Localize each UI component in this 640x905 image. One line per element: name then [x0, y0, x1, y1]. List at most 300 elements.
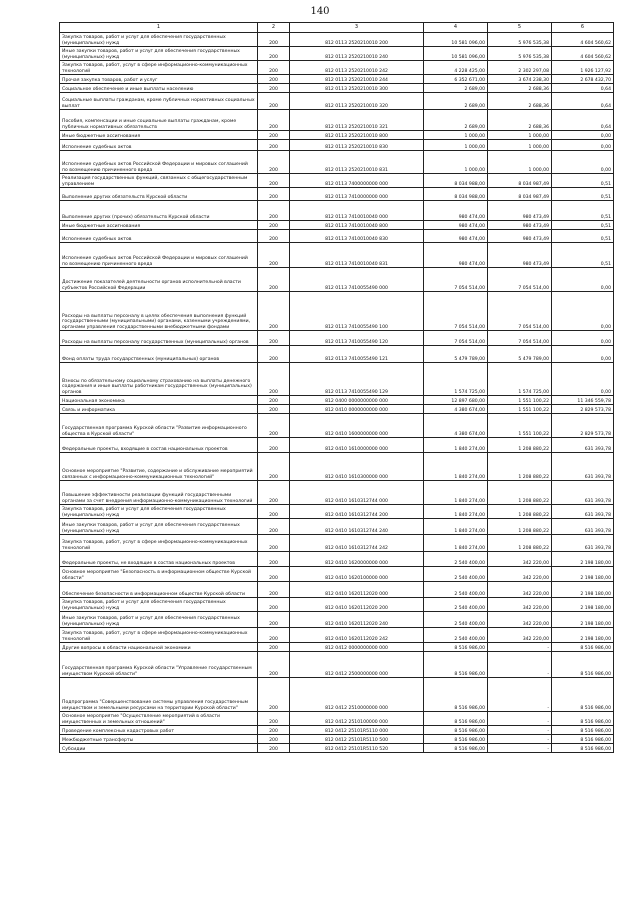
- header-cell: 1: [60, 23, 258, 33]
- header-cell: 5: [488, 23, 552, 33]
- row-name-cell: Социальные выплаты гражданам, кроме публичных нормативных социальных выплат: [60, 93, 258, 110]
- table-row: [60, 712, 614, 726]
- table-row: [60, 110, 614, 131]
- row-classification-code-cell: 812 0410 1620112020 242: [290, 628, 424, 643]
- row-executed-amount-cell: 342 220,00: [488, 567, 552, 582]
- row-name-cell: Расходы на выплаты персоналу государственных (муниципальных) органов: [60, 331, 258, 346]
- row-classification-code-cell: 812 0113 2520210010 240: [290, 47, 424, 61]
- row-executed-amount-cell: -: [488, 652, 552, 678]
- row-unexecuted-amount-cell: 631 393,78: [552, 481, 614, 505]
- row-executed-amount-cell: 5 976 535,38: [488, 33, 552, 47]
- row-approved-amount-cell: 1 840 274,00: [424, 438, 488, 453]
- row-code-cell: 200: [258, 519, 290, 535]
- row-classification-code-cell: 812 0410 1610312744 242: [290, 535, 424, 552]
- row-approved-amount-cell: 2 540 400,00: [424, 582, 488, 598]
- row-classification-code-cell: 812 0410 1620112020 200: [290, 598, 424, 612]
- row-approved-amount-cell: 8 516 986,00: [424, 643, 488, 652]
- row-code-cell: 200: [258, 535, 290, 552]
- row-unexecuted-amount-cell: 11 346 559,78: [552, 396, 614, 405]
- row-approved-amount-cell: 2 540 400,00: [424, 552, 488, 567]
- row-name-cell: Основное мероприятие "Безопасность в информационном обществе Курской области": [60, 567, 258, 582]
- row-approved-amount-cell: 8 034 988,00: [424, 188, 488, 201]
- row-code-cell: 200: [258, 744, 290, 753]
- row-executed-amount-cell: 1 551 100,22: [488, 396, 552, 405]
- row-name-cell: Взносы по обязательному социальному страхованию на выплаты денежного содержания и иные выплаты работникам государственных (муниципальных) органов: [60, 363, 258, 396]
- row-executed-amount-cell: 1 000,00: [488, 151, 552, 174]
- row-approved-amount-cell: 4 380 674,00: [424, 405, 488, 414]
- row-unexecuted-amount-cell: 0,64: [552, 110, 614, 131]
- row-classification-code-cell: 812 0410 1620000000 000: [290, 552, 424, 567]
- row-approved-amount-cell: 1 000,00: [424, 151, 488, 174]
- row-name-cell: Субсидии: [60, 744, 258, 753]
- row-approved-amount-cell: 4 380 674,00: [424, 414, 488, 438]
- row-code-cell: 200: [258, 453, 290, 481]
- table-row: [60, 131, 614, 140]
- row-name-cell: Закупка товаров, работ и услуг для обеспечения государственных (муниципальных) нужд: [60, 33, 258, 47]
- row-name-cell: Достижение показателей деятельности органов исполнительной власти субъектов Российской Федерации: [60, 268, 258, 292]
- row-approved-amount-cell: 10 581 096,00: [424, 47, 488, 61]
- row-executed-amount-cell: 980 473,49: [488, 230, 552, 243]
- row-name-cell: Закупка товаров, работ, услуг в сфере информационно-коммуникационных технологий: [60, 628, 258, 643]
- table-row: [60, 582, 614, 598]
- row-executed-amount-cell: -: [488, 744, 552, 753]
- row-code-cell: 200: [258, 396, 290, 405]
- row-code-cell: 200: [258, 414, 290, 438]
- row-classification-code-cell: 812 0113 7410055490 100: [290, 292, 424, 331]
- row-unexecuted-amount-cell: 0,00: [552, 363, 614, 396]
- row-unexecuted-amount-cell: 8 516 986,00: [552, 744, 614, 753]
- row-approved-amount-cell: 1 840 274,00: [424, 535, 488, 552]
- row-classification-code-cell: 812 0410 1620112020 000: [290, 582, 424, 598]
- header-cell: 3: [290, 23, 424, 33]
- row-executed-amount-cell: 1 000,00: [488, 140, 552, 151]
- row-classification-code-cell: 812 0113 7410055490 121: [290, 346, 424, 363]
- row-executed-amount-cell: 5 479 789,00: [488, 346, 552, 363]
- table-row: [60, 346, 614, 363]
- row-executed-amount-cell: 8 034 987,49: [488, 188, 552, 201]
- table-row: [60, 93, 614, 110]
- row-approved-amount-cell: 8 516 986,00: [424, 712, 488, 726]
- table-row: [60, 243, 614, 268]
- row-unexecuted-amount-cell: 8 516 986,00: [552, 652, 614, 678]
- row-name-cell: Основное мероприятие "Развитие, содержание и обслуживание мероприятий связанных с информационно-коммуникационных технологий": [60, 453, 258, 481]
- table-row: [60, 84, 614, 93]
- row-code-cell: 200: [258, 346, 290, 363]
- row-classification-code-cell: 812 0410 0000000000 000: [290, 405, 424, 414]
- row-classification-code-cell: 812 0410 1600000000 000: [290, 414, 424, 438]
- table-row: [60, 230, 614, 243]
- row-approved-amount-cell: 8 516 986,00: [424, 678, 488, 712]
- row-name-cell: Подпрограмма "Совершенствование системы управления государственным имуществом и земельными ресурсами на территории Курской области": [60, 678, 258, 712]
- row-unexecuted-amount-cell: 1 926 127,92: [552, 61, 614, 75]
- row-classification-code-cell: 812 0410 1620112020 240: [290, 612, 424, 628]
- row-unexecuted-amount-cell: 2 198 180,00: [552, 598, 614, 612]
- row-code-cell: 200: [258, 643, 290, 652]
- row-code-cell: 200: [258, 712, 290, 726]
- row-name-cell: Обеспечение безопасности в информационном обществе Курской области: [60, 582, 258, 598]
- row-classification-code-cell: 812 0113 7410055490 120: [290, 331, 424, 346]
- row-classification-code-cell: 812 0113 2520210010 244: [290, 75, 424, 84]
- row-name-cell: Исполнение судебных актов: [60, 140, 258, 151]
- row-name-cell: Социальное обеспечение и иные выплаты населению: [60, 84, 258, 93]
- row-name-cell: Связь и информатика: [60, 405, 258, 414]
- row-unexecuted-amount-cell: 8 516 986,00: [552, 678, 614, 712]
- row-name-cell: Фонд оплаты труда государственных (муниципальных) органов: [60, 346, 258, 363]
- row-classification-code-cell: 812 0410 1610312744 200: [290, 505, 424, 519]
- row-approved-amount-cell: 4 228 425,00: [424, 61, 488, 75]
- table-row: [60, 519, 614, 535]
- row-unexecuted-amount-cell: 0,51: [552, 201, 614, 221]
- table-row: [60, 628, 614, 643]
- row-code-cell: 200: [258, 84, 290, 93]
- row-executed-amount-cell: 1 208 880,22: [488, 519, 552, 535]
- row-classification-code-cell: 812 0412 2500000000 000: [290, 652, 424, 678]
- table-row: [60, 140, 614, 151]
- table-row: [60, 598, 614, 612]
- row-executed-amount-cell: 1 208 880,22: [488, 453, 552, 481]
- row-executed-amount-cell: 1 208 880,22: [488, 438, 552, 453]
- row-code-cell: 200: [258, 552, 290, 567]
- row-unexecuted-amount-cell: 0,64: [552, 93, 614, 110]
- budget-table: [59, 22, 614, 753]
- row-code-cell: 200: [258, 33, 290, 47]
- row-approved-amount-cell: 10 581 096,00: [424, 33, 488, 47]
- row-approved-amount-cell: 7 054 514,00: [424, 268, 488, 292]
- row-executed-amount-cell: 342 220,00: [488, 552, 552, 567]
- row-name-cell: Реализация государственных функций, связанных с общегосударственным управлением: [60, 174, 258, 188]
- row-unexecuted-amount-cell: 2 678 432,70: [552, 75, 614, 84]
- row-unexecuted-amount-cell: 2 198 180,00: [552, 582, 614, 598]
- row-code-cell: 200: [258, 481, 290, 505]
- row-unexecuted-amount-cell: 4 604 560,62: [552, 47, 614, 61]
- row-executed-amount-cell: 1 551 100,22: [488, 414, 552, 438]
- row-executed-amount-cell: 7 054 514,00: [488, 331, 552, 346]
- row-name-cell: Расходы на выплаты персоналу в целях обеспечения выполнения функций государственными (муниципальными) органами, казенными учреждениями, органами управления государственными внебюджетными фондами: [60, 292, 258, 331]
- row-approved-amount-cell: 5 479 789,00: [424, 346, 488, 363]
- row-name-cell: Исполнение судебных актов Российской Федерации и мировых соглашений по возмещению причиненного вреда: [60, 243, 258, 268]
- row-executed-amount-cell: -: [488, 726, 552, 735]
- table-row: [60, 174, 614, 188]
- row-executed-amount-cell: 1 551 100,22: [488, 405, 552, 414]
- row-unexecuted-amount-cell: 631 393,78: [552, 505, 614, 519]
- row-approved-amount-cell: 8 516 986,00: [424, 726, 488, 735]
- row-name-cell: Государственная программа Курской области "Управление государственным имуществом Курской области": [60, 652, 258, 678]
- table-row: [60, 61, 614, 75]
- row-approved-amount-cell: 2 689,00: [424, 110, 488, 131]
- row-unexecuted-amount-cell: 0,00: [552, 140, 614, 151]
- row-code-cell: 200: [258, 201, 290, 221]
- row-approved-amount-cell: 8 034 988,00: [424, 174, 488, 188]
- row-classification-code-cell: 812 0113 7410055490 129: [290, 363, 424, 396]
- row-name-cell: Национальная экономика: [60, 396, 258, 405]
- row-executed-amount-cell: 7 054 514,00: [488, 268, 552, 292]
- row-name-cell: Межбюджетные трансферты: [60, 735, 258, 744]
- row-unexecuted-amount-cell: 0,00: [552, 151, 614, 174]
- row-approved-amount-cell: 1 840 274,00: [424, 519, 488, 535]
- table-row: [60, 535, 614, 552]
- row-classification-code-cell: 812 0113 2520210010 800: [290, 131, 424, 140]
- row-unexecuted-amount-cell: 8 516 986,00: [552, 735, 614, 744]
- row-classification-code-cell: 812 0113 2520210010 300: [290, 84, 424, 93]
- row-unexecuted-amount-cell: 0,51: [552, 243, 614, 268]
- row-classification-code-cell: 812 0113 2520210010 320: [290, 93, 424, 110]
- row-code-cell: 200: [258, 61, 290, 75]
- row-classification-code-cell: 812 0400 0000000000 000: [290, 396, 424, 405]
- row-code-cell: 200: [258, 652, 290, 678]
- row-code-cell: 200: [258, 505, 290, 519]
- row-unexecuted-amount-cell: 8 516 986,00: [552, 643, 614, 652]
- row-code-cell: 200: [258, 405, 290, 414]
- row-unexecuted-amount-cell: 0,51: [552, 188, 614, 201]
- row-executed-amount-cell: 1 000,00: [488, 131, 552, 140]
- row-code-cell: 200: [258, 47, 290, 61]
- row-classification-code-cell: 812 0113 7410010040 800: [290, 221, 424, 230]
- row-executed-amount-cell: 1 208 880,22: [488, 481, 552, 505]
- row-classification-code-cell: 812 0113 2520210010 831: [290, 151, 424, 174]
- row-name-cell: Закупка товаров, работ и услуг для обеспечения государственных (муниципальных) нужд: [60, 505, 258, 519]
- row-code-cell: 200: [258, 438, 290, 453]
- table-header-row: [60, 23, 614, 33]
- row-classification-code-cell: 812 0412 2510100000 000: [290, 712, 424, 726]
- row-approved-amount-cell: 1 000,00: [424, 140, 488, 151]
- row-code-cell: 200: [258, 598, 290, 612]
- row-name-cell: Исполнение судебных актов Российской Федерации и мировых соглашений по возмещению причиненного вреда: [60, 151, 258, 174]
- table-row: [60, 363, 614, 396]
- row-classification-code-cell: 812 0113 2520210010 830: [290, 140, 424, 151]
- table-row: [60, 453, 614, 481]
- row-approved-amount-cell: 2 689,00: [424, 84, 488, 93]
- row-executed-amount-cell: -: [488, 735, 552, 744]
- row-unexecuted-amount-cell: 0,00: [552, 131, 614, 140]
- table-row: [60, 643, 614, 652]
- row-name-cell: Иные закупки товаров, работ и услуг для обеспечения государственных (муниципальных) нужд: [60, 47, 258, 61]
- row-code-cell: 200: [258, 268, 290, 292]
- row-name-cell: Закупка товаров, работ, услуг в сфере информационно-коммуникационных технологий: [60, 535, 258, 552]
- row-classification-code-cell: 812 0412 25101R5110 000: [290, 726, 424, 735]
- row-approved-amount-cell: 980 474,00: [424, 243, 488, 268]
- row-executed-amount-cell: 342 220,00: [488, 612, 552, 628]
- row-code-cell: 200: [258, 726, 290, 735]
- row-executed-amount-cell: -: [488, 643, 552, 652]
- row-executed-amount-cell: 980 473,49: [488, 201, 552, 221]
- row-approved-amount-cell: 1 840 274,00: [424, 481, 488, 505]
- row-name-cell: Государственная программа Курской области "Развитие информационного общества в Курской области": [60, 414, 258, 438]
- row-name-cell: Повышение эффективности реализации функций государственными органами за счет внедрения информационно-коммуникационных технологий: [60, 481, 258, 505]
- row-classification-code-cell: 812 0113 7410000000 000: [290, 188, 424, 201]
- row-name-cell: Другие вопросы в области национальной экономики: [60, 643, 258, 652]
- row-unexecuted-amount-cell: 2 829 573,78: [552, 405, 614, 414]
- row-classification-code-cell: 812 0410 1610300000 000: [290, 453, 424, 481]
- row-executed-amount-cell: 342 220,00: [488, 598, 552, 612]
- row-unexecuted-amount-cell: 631 393,78: [552, 453, 614, 481]
- row-executed-amount-cell: -: [488, 712, 552, 726]
- row-executed-amount-cell: 980 473,49: [488, 221, 552, 230]
- table-row: [60, 151, 614, 174]
- row-code-cell: 200: [258, 582, 290, 598]
- row-classification-code-cell: 812 0410 1620100000 000: [290, 567, 424, 582]
- row-classification-code-cell: 812 0113 2520210010 200: [290, 33, 424, 47]
- row-unexecuted-amount-cell: 631 393,78: [552, 438, 614, 453]
- row-unexecuted-amount-cell: 0,00: [552, 331, 614, 346]
- row-classification-code-cell: 812 0410 1610312744 240: [290, 519, 424, 535]
- row-classification-code-cell: 812 0412 25101R5110 500: [290, 735, 424, 744]
- table-row: [60, 552, 614, 567]
- table-row: [60, 612, 614, 628]
- row-name-cell: Основное мероприятие "Осуществление мероприятий в области имущественных и земельных отношений": [60, 712, 258, 726]
- table-row: [60, 744, 614, 753]
- row-unexecuted-amount-cell: 0,00: [552, 268, 614, 292]
- table-row: [60, 331, 614, 346]
- row-executed-amount-cell: 1 574 725,00: [488, 363, 552, 396]
- row-unexecuted-amount-cell: 2 829 573,78: [552, 414, 614, 438]
- row-code-cell: 200: [258, 151, 290, 174]
- table-row: [60, 201, 614, 221]
- table-row: [60, 268, 614, 292]
- row-name-cell: Закупка товаров, работ, услуг в сфере информационно-коммуникационных технологий: [60, 61, 258, 75]
- row-code-cell: 200: [258, 221, 290, 230]
- row-approved-amount-cell: 2 540 400,00: [424, 598, 488, 612]
- row-code-cell: 200: [258, 363, 290, 396]
- row-classification-code-cell: 812 0113 2520210010 242: [290, 61, 424, 75]
- row-name-cell: Выполнение других обязательств Курской области: [60, 188, 258, 201]
- header-cell: 6: [552, 23, 614, 33]
- row-executed-amount-cell: 2 688,36: [488, 110, 552, 131]
- row-executed-amount-cell: 342 220,00: [488, 628, 552, 643]
- row-code-cell: 200: [258, 678, 290, 712]
- header-cell: 2: [258, 23, 290, 33]
- row-approved-amount-cell: 12 897 680,00: [424, 396, 488, 405]
- row-approved-amount-cell: 6 352 671,00: [424, 75, 488, 84]
- row-name-cell: Иные закупки товаров, работ и услуг для обеспечения государственных (муниципальных) нужд: [60, 519, 258, 535]
- table-row: [60, 481, 614, 505]
- row-executed-amount-cell: 7 054 514,00: [488, 292, 552, 331]
- row-code-cell: 200: [258, 292, 290, 331]
- table-row: [60, 221, 614, 230]
- table-row: [60, 292, 614, 331]
- row-unexecuted-amount-cell: 631 393,78: [552, 519, 614, 535]
- row-approved-amount-cell: 8 516 986,00: [424, 744, 488, 753]
- row-code-cell: 200: [258, 110, 290, 131]
- table-row: [60, 396, 614, 405]
- row-executed-amount-cell: 3 674 238,30: [488, 75, 552, 84]
- row-unexecuted-amount-cell: 8 516 986,00: [552, 712, 614, 726]
- row-approved-amount-cell: 2 540 400,00: [424, 612, 488, 628]
- row-code-cell: 200: [258, 230, 290, 243]
- row-name-cell: Федеральные проекты, входящие в состав национальных проектов: [60, 438, 258, 453]
- row-name-cell: Федеральные проекты, не входящие в состав национальных проектов: [60, 552, 258, 567]
- row-approved-amount-cell: 2 689,00: [424, 93, 488, 110]
- table-row: [60, 414, 614, 438]
- row-approved-amount-cell: 980 474,00: [424, 221, 488, 230]
- row-name-cell: Иные закупки товаров, работ и услуг для обеспечения государственных (муниципальных) нужд: [60, 612, 258, 628]
- row-unexecuted-amount-cell: 2 198 180,00: [552, 612, 614, 628]
- table-row: [60, 47, 614, 61]
- row-executed-amount-cell: 2 302 297,08: [488, 61, 552, 75]
- row-name-cell: Иные бюджетные ассигнования: [60, 221, 258, 230]
- row-executed-amount-cell: 342 220,00: [488, 582, 552, 598]
- table-row: [60, 567, 614, 582]
- row-classification-code-cell: 812 0412 0000000000 000: [290, 643, 424, 652]
- row-name-cell: Прочая закупка товаров, работ и услуг: [60, 75, 258, 84]
- table-row: [60, 678, 614, 712]
- row-code-cell: 200: [258, 131, 290, 140]
- table-row: [60, 652, 614, 678]
- row-classification-code-cell: 812 0410 1610312744 000: [290, 481, 424, 505]
- row-executed-amount-cell: 8 034 987,49: [488, 174, 552, 188]
- row-approved-amount-cell: 1 840 274,00: [424, 505, 488, 519]
- row-code-cell: 200: [258, 75, 290, 84]
- table-row: [60, 188, 614, 201]
- table-row: [60, 405, 614, 414]
- row-unexecuted-amount-cell: 0,51: [552, 221, 614, 230]
- row-classification-code-cell: 812 0113 7410010040 830: [290, 230, 424, 243]
- row-unexecuted-amount-cell: 0,51: [552, 230, 614, 243]
- row-unexecuted-amount-cell: 0,64: [552, 84, 614, 93]
- row-classification-code-cell: 812 0113 7410055490 000: [290, 268, 424, 292]
- row-executed-amount-cell: 980 473,49: [488, 243, 552, 268]
- row-classification-code-cell: 812 0113 7410010040 000: [290, 201, 424, 221]
- row-code-cell: 200: [258, 628, 290, 643]
- row-unexecuted-amount-cell: 0,51: [552, 174, 614, 188]
- table-row: [60, 726, 614, 735]
- row-code-cell: 200: [258, 243, 290, 268]
- row-code-cell: 200: [258, 188, 290, 201]
- row-name-cell: Пособия, компенсации и иные социальные выплаты гражданам, кроме публичных нормативных обязательств: [60, 110, 258, 131]
- row-classification-code-cell: 812 0410 1610000000 000: [290, 438, 424, 453]
- row-name-cell: Иные бюджетные ассигнования: [60, 131, 258, 140]
- table-row: [60, 438, 614, 453]
- row-executed-amount-cell: 2 688,36: [488, 84, 552, 93]
- table-row: [60, 505, 614, 519]
- table-row: [60, 735, 614, 744]
- row-unexecuted-amount-cell: 0,00: [552, 292, 614, 331]
- row-code-cell: 200: [258, 331, 290, 346]
- row-unexecuted-amount-cell: 0,00: [552, 346, 614, 363]
- table-row: [60, 75, 614, 84]
- row-unexecuted-amount-cell: 4 604 560,62: [552, 33, 614, 47]
- row-code-cell: 200: [258, 140, 290, 151]
- row-classification-code-cell: 812 0113 2520210010 321: [290, 110, 424, 131]
- row-approved-amount-cell: 1 840 274,00: [424, 453, 488, 481]
- row-executed-amount-cell: 5 976 535,38: [488, 47, 552, 61]
- row-classification-code-cell: 812 0412 2510000000 000: [290, 678, 424, 712]
- row-approved-amount-cell: 1 574 725,00: [424, 363, 488, 396]
- header-cell: 4: [424, 23, 488, 33]
- row-code-cell: 200: [258, 612, 290, 628]
- row-code-cell: 200: [258, 93, 290, 110]
- row-unexecuted-amount-cell: 631 393,78: [552, 535, 614, 552]
- row-approved-amount-cell: 8 516 986,00: [424, 652, 488, 678]
- row-classification-code-cell: 812 0412 25101R5110 520: [290, 744, 424, 753]
- row-approved-amount-cell: 2 540 400,00: [424, 628, 488, 643]
- row-approved-amount-cell: 980 474,00: [424, 201, 488, 221]
- row-name-cell: Проведение комплексных кадастровых работ: [60, 726, 258, 735]
- row-approved-amount-cell: 980 474,00: [424, 230, 488, 243]
- row-executed-amount-cell: -: [488, 678, 552, 712]
- row-name-cell: Выполнение других (прочих) обязательств Курской области: [60, 201, 258, 221]
- row-approved-amount-cell: 7 054 514,00: [424, 292, 488, 331]
- table-row: [60, 33, 614, 47]
- row-approved-amount-cell: 2 540 400,00: [424, 567, 488, 582]
- row-unexecuted-amount-cell: 2 198 180,00: [552, 567, 614, 582]
- row-approved-amount-cell: 7 054 514,00: [424, 331, 488, 346]
- row-classification-code-cell: 812 0113 7400000000 000: [290, 174, 424, 188]
- row-executed-amount-cell: 1 208 880,22: [488, 535, 552, 552]
- row-name-cell: Исполнение судебных актов: [60, 230, 258, 243]
- row-code-cell: 200: [258, 735, 290, 744]
- row-unexecuted-amount-cell: 8 516 986,00: [552, 726, 614, 735]
- row-code-cell: 200: [258, 174, 290, 188]
